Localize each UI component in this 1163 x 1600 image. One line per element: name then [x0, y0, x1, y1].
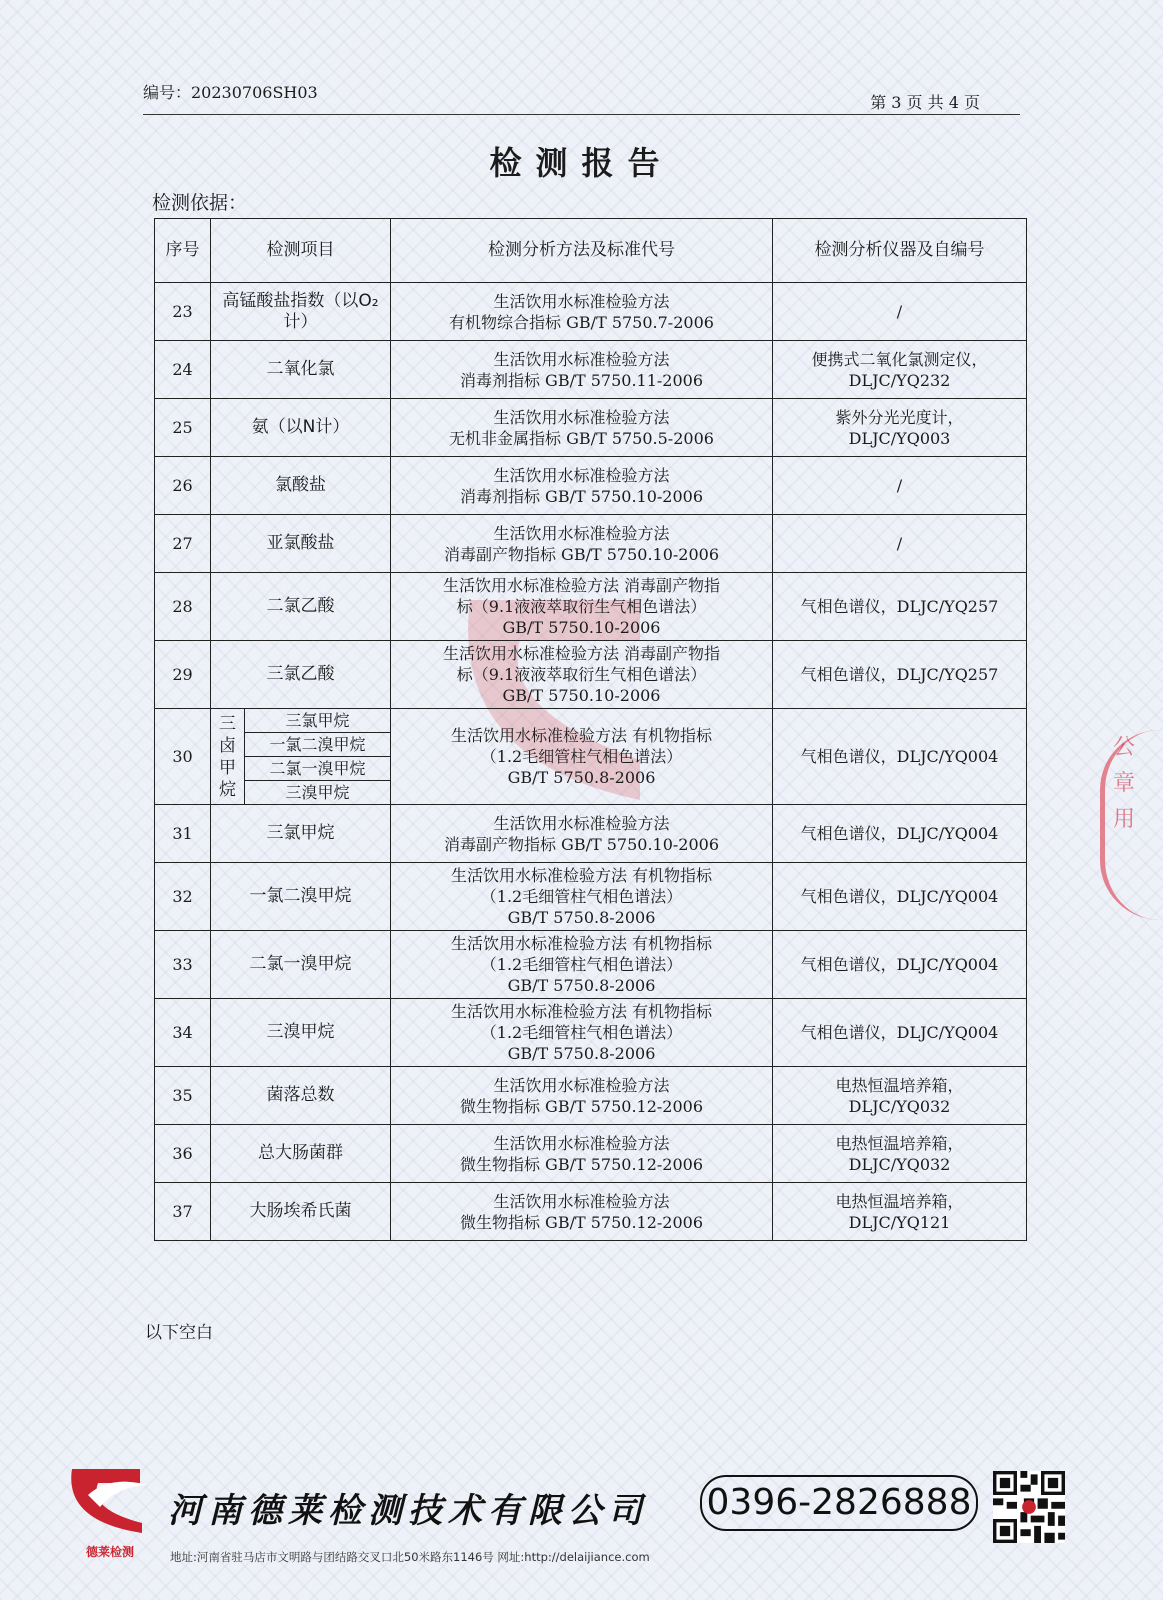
cell-line: 气相色谱仪，DLJC/YQ004	[800, 824, 999, 843]
cell-line: DLJC/YQ032	[848, 1096, 951, 1116]
table-row	[155, 931, 1027, 999]
row-number: 28	[155, 573, 211, 641]
cell-line: DLJC/YQ121	[848, 1212, 951, 1232]
instrument-cell	[773, 1067, 1027, 1125]
testing-basis-table	[154, 218, 1027, 1241]
cell-line: 消毒副产物指标 GB/T 5750.10-2006	[443, 544, 720, 564]
table-row	[155, 573, 1027, 641]
header-seq: 序号	[155, 219, 211, 283]
instrument-cell	[773, 1125, 1027, 1183]
method-cell	[391, 1183, 773, 1241]
cell-line: 生活饮用水标准检验方法 消毒副产物指	[442, 576, 721, 595]
cell-line: 电热恒温培养箱，	[835, 1191, 964, 1211]
sub-test-item: 三氯甲烷	[245, 709, 391, 733]
cell-line: 便携式二氧化氯测定仪，	[811, 349, 988, 369]
instrument-cell	[773, 999, 1027, 1067]
page-indicator: 第 3 页 共 4 页	[870, 93, 980, 112]
cell-line: 消毒副产物指标 GB/T 5750.10-2006	[443, 834, 720, 854]
cell-line: 生活饮用水标准检验方法 有机物指标	[450, 726, 713, 745]
test-item: 氯酸盐	[211, 457, 391, 515]
method-cell	[391, 1067, 773, 1125]
test-item: 大肠埃希氏菌	[211, 1183, 391, 1241]
test-item: 三氯甲烷	[211, 805, 391, 863]
cell-line: （1.2毛细管柱气相色谱法）	[480, 747, 683, 766]
row-number: 26	[155, 457, 211, 515]
cell-line: 微生物指标 GB/T 5750.12-2006	[459, 1096, 704, 1116]
instrument-cell	[773, 709, 1027, 805]
instrument-cell	[773, 341, 1027, 399]
row-number: 30	[155, 709, 211, 805]
sub-test-item: 三溴甲烷	[245, 781, 391, 805]
cell-line: 生活饮用水标准检验方法	[493, 813, 670, 833]
test-item: 菌落总数	[211, 1067, 391, 1125]
table-row	[155, 399, 1027, 457]
row-number: 35	[155, 1067, 211, 1125]
cell-line: 生活饮用水标准检验方法 有机物指标	[450, 934, 713, 953]
header-item: 检测项目	[211, 219, 391, 283]
cell-line: 气相色谱仪，DLJC/YQ004	[800, 747, 999, 766]
row-number: 32	[155, 863, 211, 931]
cell-line: 生活饮用水标准检验方法	[493, 523, 670, 543]
cell-line: 生活饮用水标准检验方法	[493, 1133, 670, 1153]
cell-line: 气相色谱仪，DLJC/YQ004	[800, 887, 999, 906]
cell-line: GB/T 5750.8-2006	[507, 768, 656, 787]
row-number: 27	[155, 515, 211, 573]
test-item: 三氯乙酸	[211, 641, 391, 709]
cell-line: 微生物指标 GB/T 5750.12-2006	[459, 1154, 704, 1174]
cell-line: 生活饮用水标准检验方法	[493, 465, 670, 485]
instrument-cell	[773, 283, 1027, 341]
cell-line: 生活饮用水标准检验方法 消毒副产物指	[442, 644, 721, 663]
cell-line: 电热恒温培养箱，	[835, 1075, 964, 1095]
cell-line: GB/T 5750.8-2006	[507, 908, 656, 927]
cell-line: 无机非金属指标 GB/T 5750.5-2006	[449, 428, 714, 448]
test-item: 三溴甲烷	[211, 999, 391, 1067]
group-label: 三卤甲烷	[211, 709, 245, 805]
method-cell	[391, 515, 773, 573]
cell-line: GB/T 5750.10-2006	[502, 618, 661, 637]
test-item: 一氯二溴甲烷	[211, 863, 391, 931]
table-row	[155, 805, 1027, 863]
sub-test-item: 二氯一溴甲烷	[245, 757, 391, 781]
cell-line: GB/T 5750.10-2006	[502, 686, 661, 705]
cell-line: 紫外分光光度计，	[835, 407, 964, 427]
cell-line: 气相色谱仪，DLJC/YQ004	[800, 955, 999, 974]
method-cell	[391, 709, 773, 805]
qr-code-icon	[993, 1471, 1065, 1543]
cell-line: /	[896, 302, 903, 321]
cell-line: /	[896, 534, 903, 553]
company-logo-icon	[70, 1465, 150, 1535]
cell-line: 生活饮用水标准检验方法 有机物指标	[450, 866, 713, 885]
row-number: 29	[155, 641, 211, 709]
instrument-cell	[773, 399, 1027, 457]
header-method: 检测分析方法及标准代号	[391, 219, 773, 283]
cell-line: 消毒剂指标 GB/T 5750.11-2006	[459, 370, 704, 390]
table-row	[155, 283, 1027, 341]
cell-line: DLJC/YQ232	[848, 370, 951, 390]
blank-below-note: 以下空白	[145, 1323, 213, 1343]
cell-line: 生活饮用水标准检验方法	[493, 407, 670, 427]
cell-line: 生活饮用水标准检验方法	[493, 291, 670, 311]
table-row	[155, 1125, 1027, 1183]
row-number: 23	[155, 283, 211, 341]
cell-line: （1.2毛细管柱气相色谱法）	[480, 887, 683, 906]
row-number: 37	[155, 1183, 211, 1241]
cell-line: 生活饮用水标准检验方法	[493, 1191, 670, 1211]
method-cell	[391, 457, 773, 515]
header-instrument: 检测分析仪器及自编号	[773, 219, 1027, 283]
company-name: 河南德莱检测技术有限公司	[168, 1491, 648, 1531]
cell-line: /	[896, 476, 903, 495]
table-row	[155, 457, 1027, 515]
instrument-cell	[773, 931, 1027, 999]
row-number: 24	[155, 341, 211, 399]
phone-number: 0396-2826888	[700, 1475, 978, 1531]
instrument-cell	[773, 641, 1027, 709]
test-item: 二氯一溴甲烷	[211, 931, 391, 999]
instrument-cell	[773, 573, 1027, 641]
cell-line: GB/T 5750.8-2006	[507, 976, 656, 995]
sub-test-item: 一氯二溴甲烷	[245, 733, 391, 757]
table-row	[155, 341, 1027, 399]
cell-line: 气相色谱仪，DLJC/YQ257	[800, 597, 999, 616]
row-number: 31	[155, 805, 211, 863]
method-cell	[391, 1125, 773, 1183]
method-cell	[391, 863, 773, 931]
company-address: 地址:河南省驻马店市文明路与团结路交叉口北50米路东1146号 网址:http://delaijiance.com	[170, 1550, 650, 1564]
method-cell	[391, 931, 773, 999]
cell-line: 气相色谱仪，DLJC/YQ257	[800, 665, 999, 684]
cell-line: （1.2毛细管柱气相色谱法）	[480, 955, 683, 974]
table-row	[155, 863, 1027, 931]
method-cell	[391, 573, 773, 641]
instrument-cell	[773, 1183, 1027, 1241]
cell-line: 有机物综合指标 GB/T 5750.7-2006	[449, 312, 714, 332]
table-row	[155, 999, 1027, 1067]
page-title: 检测报告	[489, 144, 674, 182]
method-cell	[391, 341, 773, 399]
method-cell	[391, 999, 773, 1067]
table-row	[155, 515, 1027, 573]
cell-line: 气相色谱仪，DLJC/YQ004	[800, 1023, 999, 1042]
footer	[0, 1455, 1163, 1600]
method-cell	[391, 805, 773, 863]
cell-line: DLJC/YQ032	[848, 1154, 951, 1174]
cell-line: 生活饮用水标准检验方法 有机物指标	[450, 1002, 713, 1021]
table-row	[155, 1067, 1027, 1125]
test-item: 总大肠菌群	[211, 1125, 391, 1183]
method-cell	[391, 283, 773, 341]
instrument-cell	[773, 805, 1027, 863]
test-item: 二氧化氯	[211, 341, 391, 399]
cell-line: 消毒剂指标 GB/T 5750.10-2006	[459, 486, 704, 506]
red-seal-stamp: 公 章 用	[1100, 730, 1163, 920]
logo-caption: 德莱检测	[85, 1545, 134, 1559]
row-number: 25	[155, 399, 211, 457]
cell-line: DLJC/YQ003	[848, 428, 951, 448]
method-cell	[391, 641, 773, 709]
table-row	[155, 1183, 1027, 1241]
instrument-cell	[773, 457, 1027, 515]
cell-line: 电热恒温培养箱，	[835, 1133, 964, 1153]
instrument-cell	[773, 515, 1027, 573]
instrument-cell	[773, 863, 1027, 931]
cell-line: GB/T 5750.8-2006	[507, 1044, 656, 1063]
method-cell	[391, 399, 773, 457]
cell-line: 标（9.1液液萃取衍生气相色谱法）	[456, 597, 707, 616]
row-number: 33	[155, 931, 211, 999]
cell-line: 生活饮用水标准检验方法	[493, 1075, 670, 1095]
cell-line: 微生物指标 GB/T 5750.12-2006	[459, 1212, 704, 1232]
row-number: 34	[155, 999, 211, 1067]
test-item: 高锰酸盐指数（以O₂计）	[211, 283, 391, 341]
row-number: 36	[155, 1125, 211, 1183]
table-row	[155, 641, 1027, 709]
report-number: 编号：20230706SH03	[143, 83, 318, 102]
cell-line: 生活饮用水标准检验方法	[493, 349, 670, 369]
cell-line: （1.2毛细管柱气相色谱法）	[480, 1023, 683, 1042]
basis-label: 检测依据：	[152, 192, 248, 214]
test-item: 亚氯酸盐	[211, 515, 391, 573]
test-item: 氨（以N计）	[211, 399, 391, 457]
table-header-row	[155, 219, 1027, 283]
test-item: 二氯乙酸	[211, 573, 391, 641]
cell-line: 标（9.1液液萃取衍生气相色谱法）	[456, 665, 707, 684]
table-row	[155, 709, 1027, 733]
header-rule	[143, 114, 1020, 115]
